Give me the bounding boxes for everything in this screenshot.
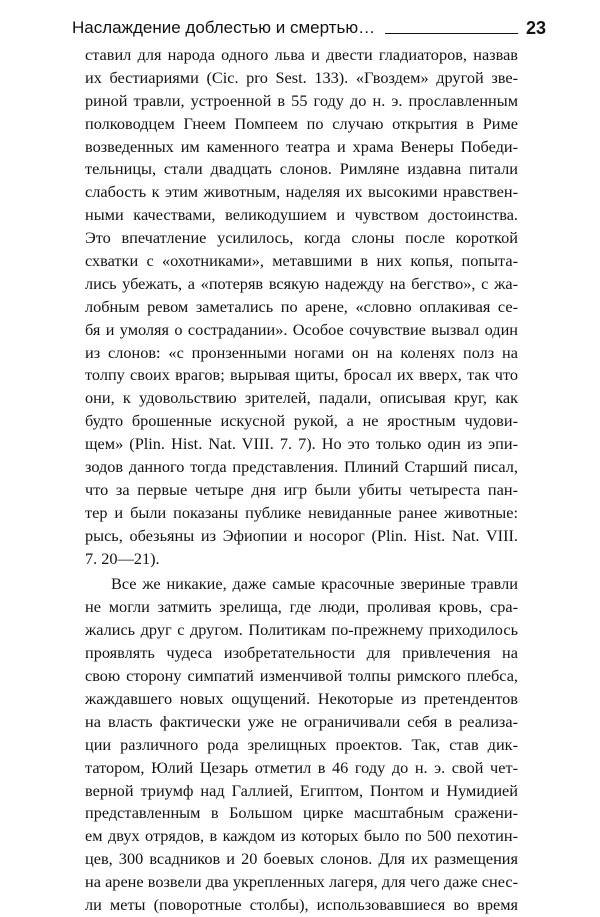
running-header xyxy=(72,14,546,38)
text-line: лобным ревом заметались по арене, «словно оплакивая се- xyxy=(85,296,518,316)
text-line: полководцем Гнеем Помпеем по случаю открытия в Риме xyxy=(85,113,518,133)
text-line: тельницы, стали двадцать слонов. Римляне издавна питали xyxy=(85,159,518,179)
text-line: проявлять чудеса изобретательности для привлечения на xyxy=(85,643,518,663)
text-line: свою сторону симпатий изменчивой толпы римского плебса, xyxy=(85,666,518,686)
text-line: слабость к этим животным, наделяя их высокими нравствен- xyxy=(85,182,518,202)
text-line: ными качествами, великодушием и чувством достоинства. xyxy=(85,205,518,225)
header-rule xyxy=(385,33,518,34)
text-line: их бестиариями (Cic. pro Sest. 133). «Гвоздем» другой зве- xyxy=(85,67,518,87)
text-line: рысь, обезьяны из Эфиопии и носорог (Plin. Hist. Nat. VIII. xyxy=(85,525,518,545)
text-line: татором, Юлий Цезарь отметил в 46 году до н. э. свой чет- xyxy=(85,757,518,777)
text-line: будто брошенные искусной рукой, а не яростным чудови- xyxy=(85,411,518,431)
text-line: риной травли, устроенной в 55 году до н. э. прославленным xyxy=(85,90,518,110)
text-line: жались друг с другом. Политикам по-прежнему приходилось xyxy=(85,620,518,640)
text-line: на арене возвели два укрепленных лагеря, для чего даже снес- xyxy=(85,872,518,892)
text-line: ции различного рода зрелищных проектов. Так, став дик- xyxy=(85,734,518,754)
text-line: из слонов: «с пронзенными ногами он на коленях полз на xyxy=(85,342,518,362)
text-line: ли меты (поворотные столбы), использовавшиеся во время xyxy=(85,894,518,914)
text-line: Все же никакие, даже самые красочные звериные травли xyxy=(111,574,518,594)
text-line: ставил для народа одного льва и двести гладиаторов, назвав xyxy=(85,45,518,64)
body-text xyxy=(85,44,518,917)
text-line: не могли затмить зрелища, где люди, проливая кровь, сра- xyxy=(85,597,518,617)
text-line: ем двух отрядов, в каждом из которых было по 500 пехотин- xyxy=(85,826,518,846)
text-line: они, к удовольствию зрителей, падали, описывая круг, как xyxy=(85,388,518,408)
text-line: тер и были показаны публике невиданные ранее животные: xyxy=(85,502,518,522)
text-line: на власть фактически уже не ограничивали себя в реализа- xyxy=(85,711,518,731)
text-line: толпу своих врагов; вырывая щиты, бросал их вверх, так что xyxy=(85,365,518,385)
paragraph-2 xyxy=(85,573,518,916)
running-header-title: Наслаждение доблестью и смертью… xyxy=(72,18,376,37)
text-line: Это впечатление усилилось, когда слоны после короткой xyxy=(85,228,518,248)
text-line: возведенных им каменного театра и храма Венеры Победи- xyxy=(85,136,518,156)
text-line: 7. 20—21). xyxy=(85,548,160,568)
text-line: схватки с «охотниками», метавшими в них копья, попыта- xyxy=(85,251,518,271)
text-line: щем» (Plin. Hist. Nat. VIII. 7. 7). Но это только один из эпи- xyxy=(85,434,518,454)
text-line: бя и умоляя о сострадании». Особое сочувствие вызвал один xyxy=(85,319,518,339)
text-line: цев, 300 всадников и 20 боевых слонов. Для их размещения xyxy=(85,849,518,869)
paragraph-1 xyxy=(85,44,518,570)
text-line: представленным в Большом цирке масштабным сражени- xyxy=(85,803,518,823)
text-line: верной триумф над Галлией, Египтом, Понтом и Нумидией xyxy=(85,780,518,800)
text-line: лись убежать, а «потеряв всякую надежду на бегство», с жа- xyxy=(85,273,518,293)
text-line: жаждавшего новых ощущений. Некоторые из претендентов xyxy=(85,688,518,708)
text-line: зодов данного тогда представления. Плиний Старший писал, xyxy=(85,457,518,477)
text-line: что за первые четыре дня игр были убиты четыреста пан- xyxy=(85,479,518,499)
page-number: 23 xyxy=(525,18,546,38)
